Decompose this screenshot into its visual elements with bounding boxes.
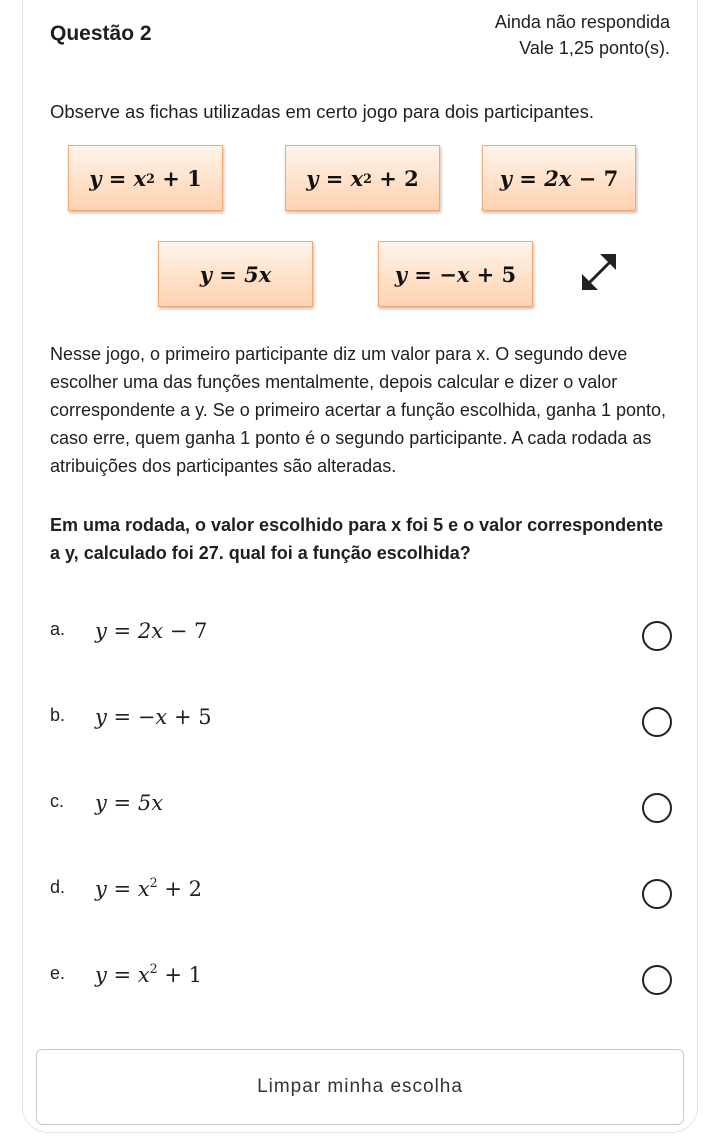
option-equation: y = −x + 5 bbox=[95, 704, 212, 729]
status-text: Ainda não respondida bbox=[494, 12, 670, 32]
option-b[interactable] bbox=[50, 701, 672, 751]
function-card: y = 5x bbox=[158, 241, 313, 307]
question-title: Questão 2 bbox=[50, 22, 152, 45]
option-equation: y = 2x − 7 bbox=[95, 618, 208, 643]
option-radio[interactable] bbox=[642, 793, 672, 823]
option-radio[interactable] bbox=[642, 965, 672, 995]
option-c[interactable] bbox=[50, 787, 672, 837]
expand-arrows-icon[interactable] bbox=[578, 250, 622, 294]
points-text: Vale 1,25 ponto(s). bbox=[519, 38, 670, 58]
option-radio[interactable] bbox=[642, 707, 672, 737]
question-paragraph: Nesse jogo, o primeiro participante diz um valor para x. O segundo deve escolher uma das funções mentalmente, depois calcular e dizer o valor correspondente a y. Se o primeiro acertar a função escolhida, ganha 1 ponto, caso erre, quem ganha 1 ponto é o segundo participante. A cada rodada as atribuições dos participantes são alteradas. bbox=[50, 344, 667, 476]
option-d[interactable] bbox=[50, 873, 672, 923]
option-letter: a. bbox=[50, 619, 66, 639]
function-card: y = 2x − 7 bbox=[482, 145, 636, 211]
option-letter: c. bbox=[50, 791, 65, 811]
question-status bbox=[495, 9, 670, 61]
option-letter: b. bbox=[50, 705, 66, 725]
option-letter: e. bbox=[50, 963, 66, 983]
function-card: y = x 2 + 2 bbox=[285, 145, 440, 211]
option-letter: d. bbox=[50, 877, 66, 897]
question-intro: Observe as fichas utilizadas em certo jogo para dois participantes. bbox=[50, 101, 594, 122]
clear-choice-button[interactable]: Limpar minha escolha bbox=[36, 1049, 684, 1125]
function-card: y = x 2 + 1 bbox=[68, 145, 223, 211]
option-radio[interactable] bbox=[642, 879, 672, 909]
option-radio[interactable] bbox=[642, 621, 672, 651]
option-e[interactable] bbox=[50, 959, 672, 1009]
option-a[interactable] bbox=[50, 615, 672, 665]
question-prompt: Em uma rodada, o valor escolhido para x foi 5 e o valor correspondente a y, calculado foi 27. qual foi a função escolhida? bbox=[50, 515, 664, 563]
option-equation: $y = x^2 + 1$ bbox=[95, 961, 202, 987]
function-card: y = −x + 5 bbox=[378, 241, 533, 307]
option-equation: y = 5x bbox=[95, 790, 164, 815]
option-equation: $y = x^2 + 2$ bbox=[95, 875, 202, 901]
